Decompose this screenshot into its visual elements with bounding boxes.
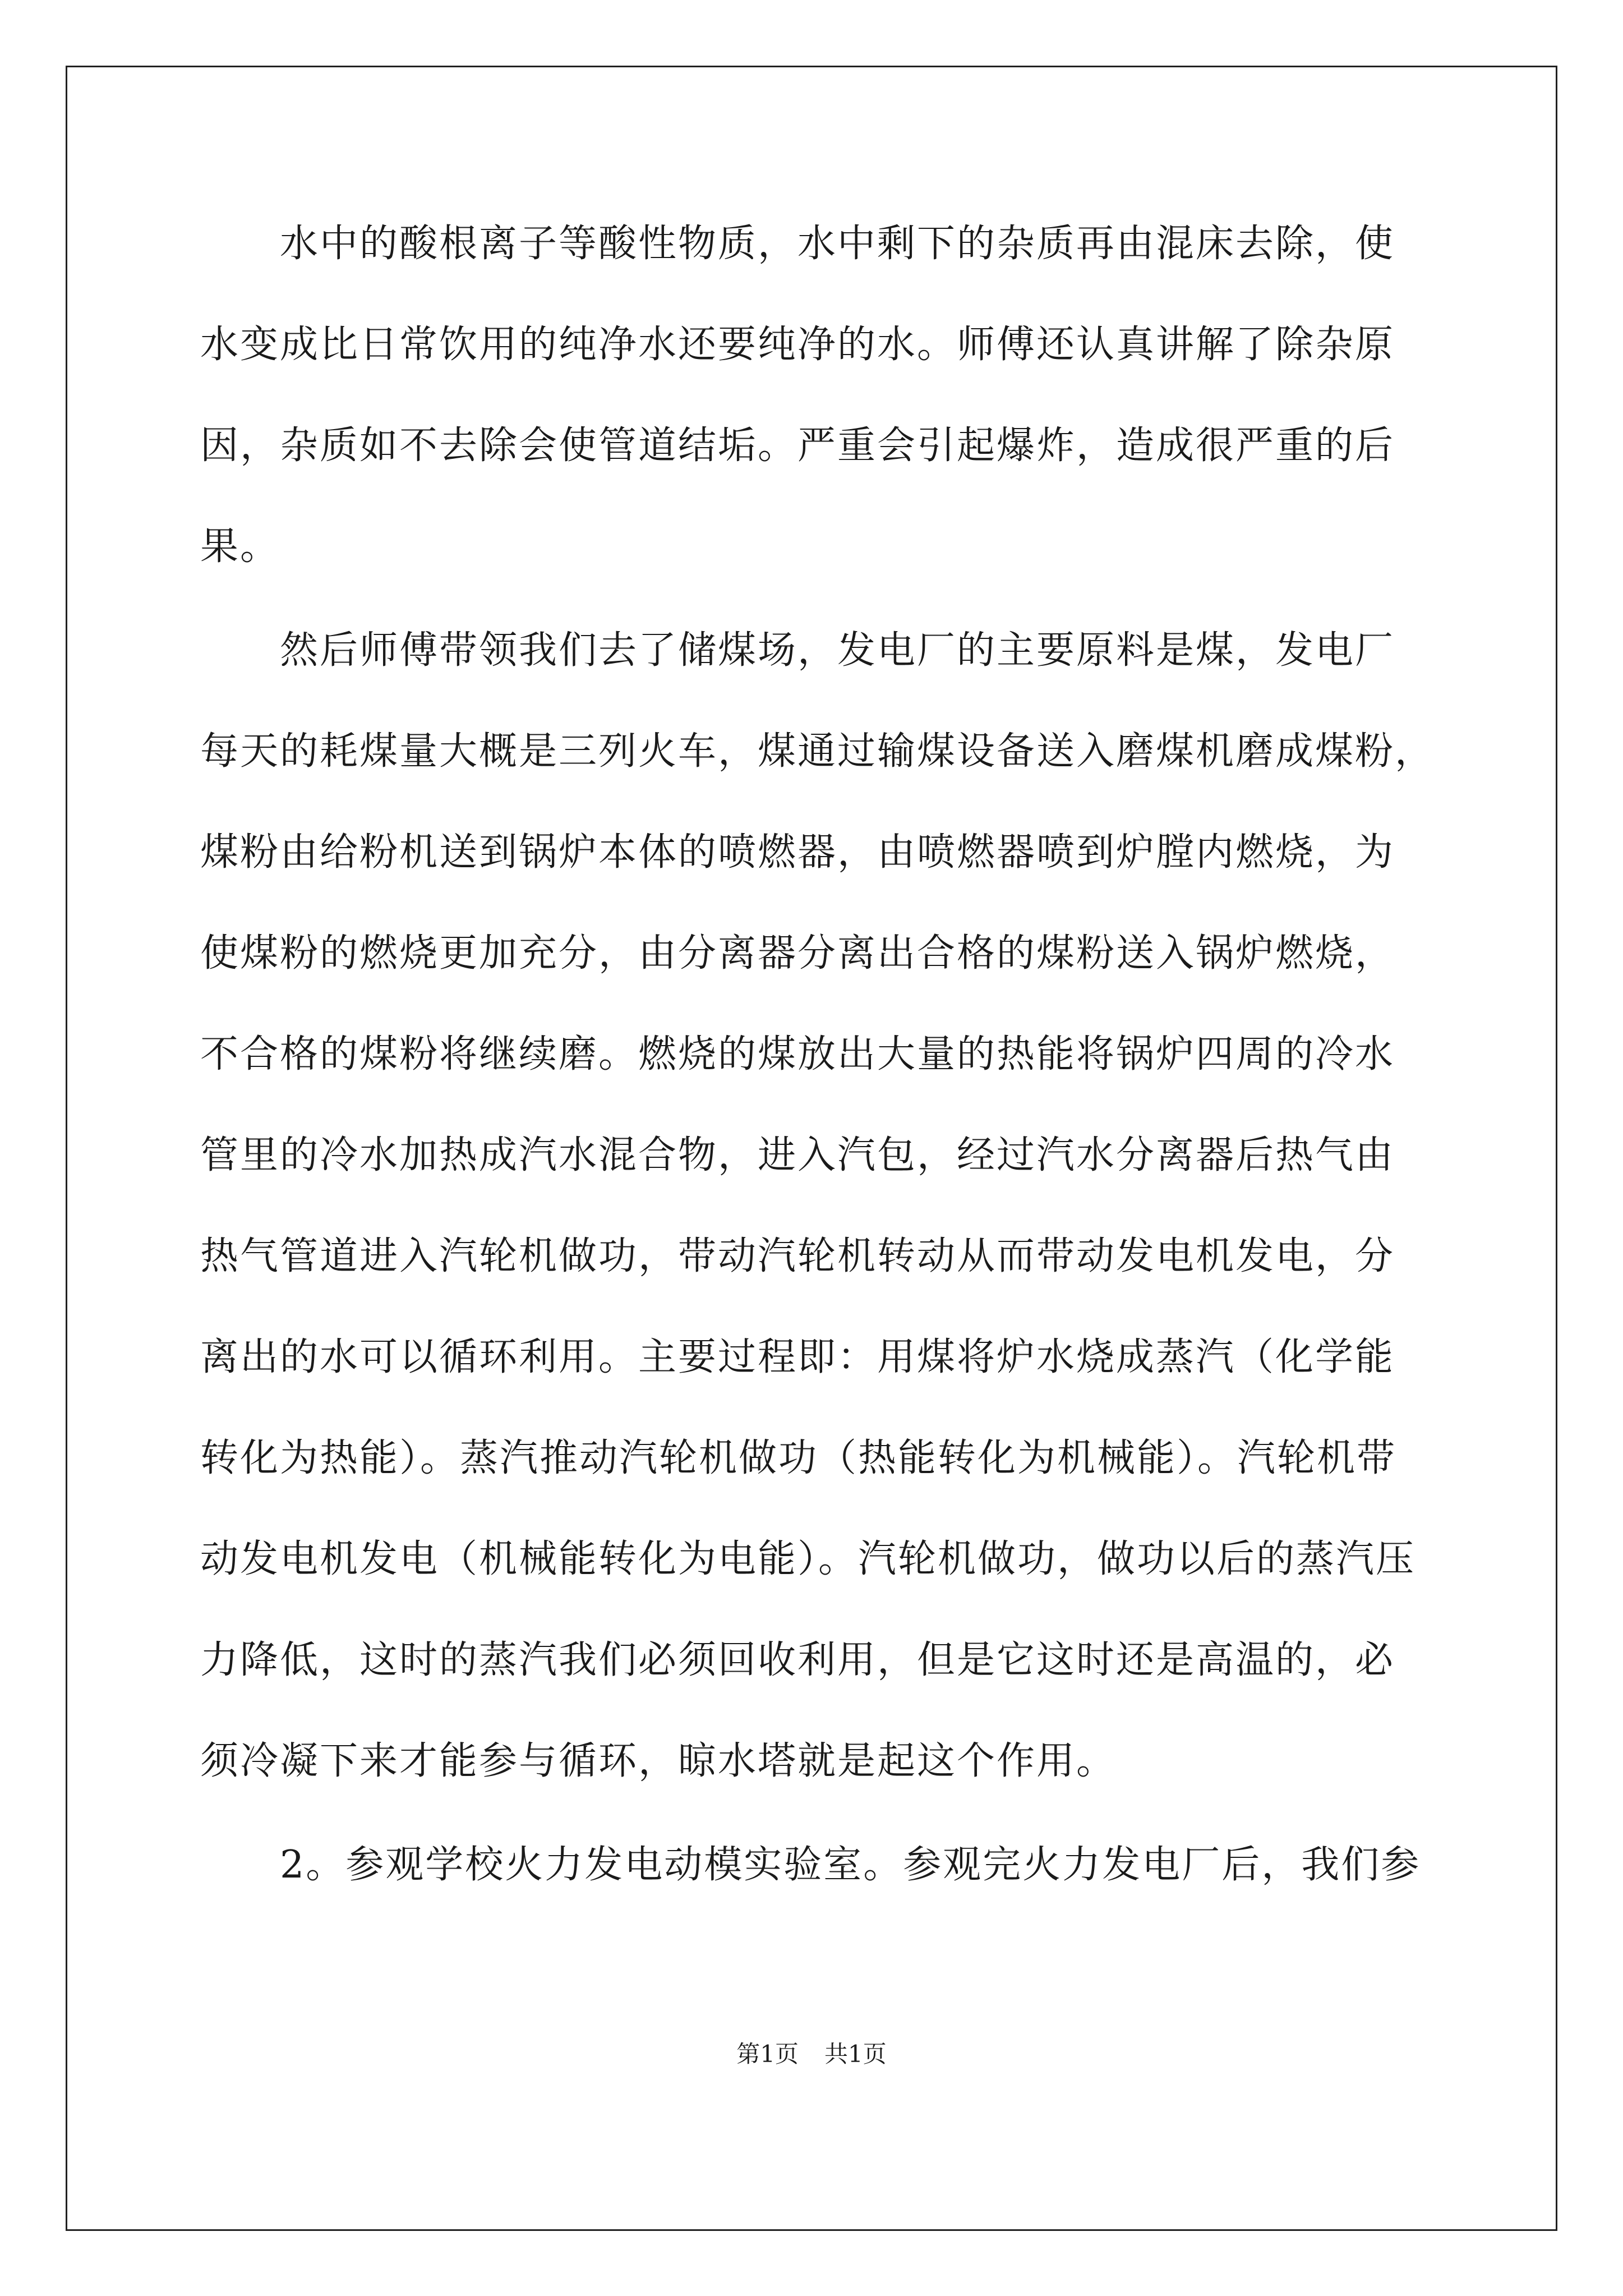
text-line: 因，杂质如不去除会使管道结垢。严重会引起爆炸，造成很严重的后: [200, 424, 1395, 468]
page-footer: [0, 2037, 1623, 2071]
text-line: 使煤粉的燃烧更加充分，由分离器分离出合格的煤粉送入锅炉燃烧，: [200, 931, 1395, 976]
text-line: 水中的酸根离子等酸性物质，水中剩下的杂质再由混床去除，使: [200, 222, 1395, 266]
text-line: 果。: [200, 524, 280, 569]
text-line: 离出的水可以循环利用。主要过程即：用煤将炉水烧成蒸汽（化学能: [200, 1335, 1395, 1379]
text-line: 每天的耗煤量大概是三列火车，煤通过输煤设备送入磨煤机磨成煤粉，: [200, 729, 1435, 774]
text-line: 转化为热能）。蒸汽推动汽轮机做功（热能转化为机械能）。汽轮机带: [200, 1436, 1397, 1480]
text-line: 动发电机发电（机械能转化为电能）。汽轮机做功，做功以后的蒸汽压: [200, 1537, 1416, 1581]
total-pages-label: 共1页: [824, 2040, 887, 2068]
text-line: 热气管道进入汽轮机做功，带动汽轮机转动从而带动发电机发电，分: [200, 1234, 1395, 1278]
text-line: 煤粉由给粉机送到锅炉本体的喷燃器，由喷燃器喷到炉膛内燃烧，为: [200, 830, 1395, 875]
current-page-label: 第1页: [736, 2040, 799, 2068]
text-line: 须冷凝下来才能参与循环，晾水塔就是起这个作用。: [200, 1739, 1117, 1783]
text-line: 管里的冷水加热成汽水混合物，进入汽包，经过汽水分离器后热气由: [200, 1133, 1395, 1177]
text-line: 力降低，这时的蒸汽我们必须回收利用，但是它这时还是高温的，必: [200, 1638, 1395, 1682]
text-line: 水变成比日常饮用的纯净水还要纯净的水。师傅还认真讲解了除杂原: [200, 323, 1395, 367]
text-line: 然后师傅带领我们去了储煤场，发电厂的主要原料是煤，发电厂: [200, 628, 1395, 673]
text-line: 不合格的煤粉将继续磨。燃烧的煤放出大量的热能将锅炉四周的冷水: [200, 1032, 1395, 1076]
text-line: 2。参观学校火力发电动模实验室。参观完火力发电厂后，我们参: [200, 1843, 1421, 1887]
